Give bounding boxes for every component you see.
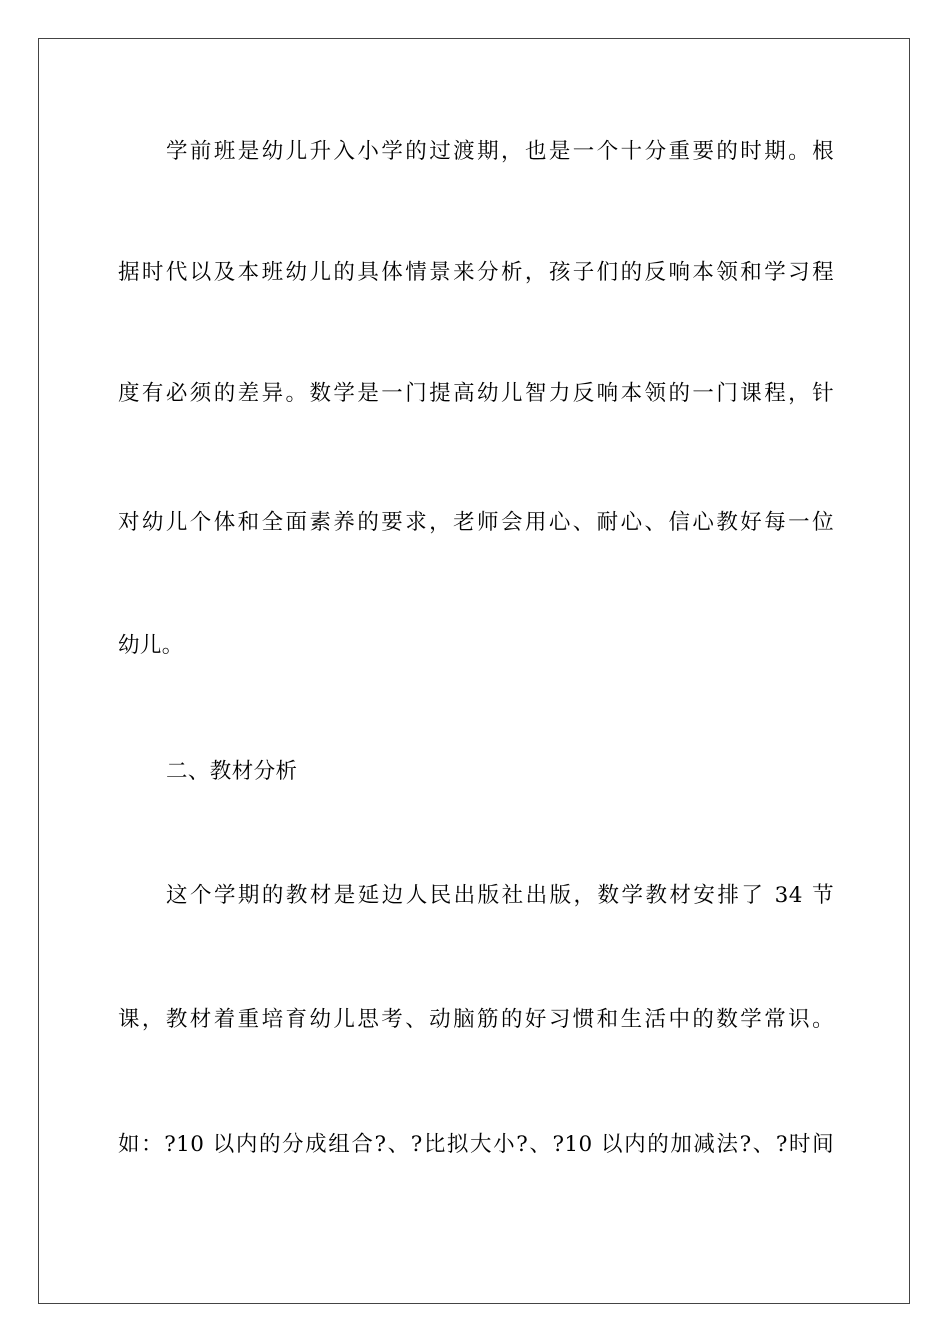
section-heading: 二、教材分析 (166, 759, 298, 784)
paragraph-1-line-3: 度有必须的差异。数学是一门提高幼儿智力反响本领的一门课程，针 (118, 381, 834, 406)
paragraph-1-line-1: 学前班是幼儿升入小学的过渡期，也是一个十分重要的时期。根 (166, 139, 834, 164)
paragraph-2-line-2: 课，教材着重培育幼儿思考、动脑筋的好习惯和生活中的数学常识。 (118, 1007, 834, 1032)
paragraph-2-line-3: 如：?10 以内的分成组合?、?比拟大小?、?10 以内的加减法?、?时间 (118, 1132, 834, 1157)
paragraph-2-line-1: 这个学期的教材是延边人民出版社出版，数学教材安排了 34 节 (166, 883, 834, 908)
paragraph-1-line-5: 幼儿。 (118, 633, 184, 658)
page-border (38, 38, 910, 1304)
paragraph-1-line-2: 据时代以及本班幼儿的具体情景来分析，孩子们的反响本领和学习程 (118, 260, 834, 285)
paragraph-1-line-4: 对幼儿个体和全面素养的要求，老师会用心、耐心、信心教好每一位 (118, 510, 834, 535)
